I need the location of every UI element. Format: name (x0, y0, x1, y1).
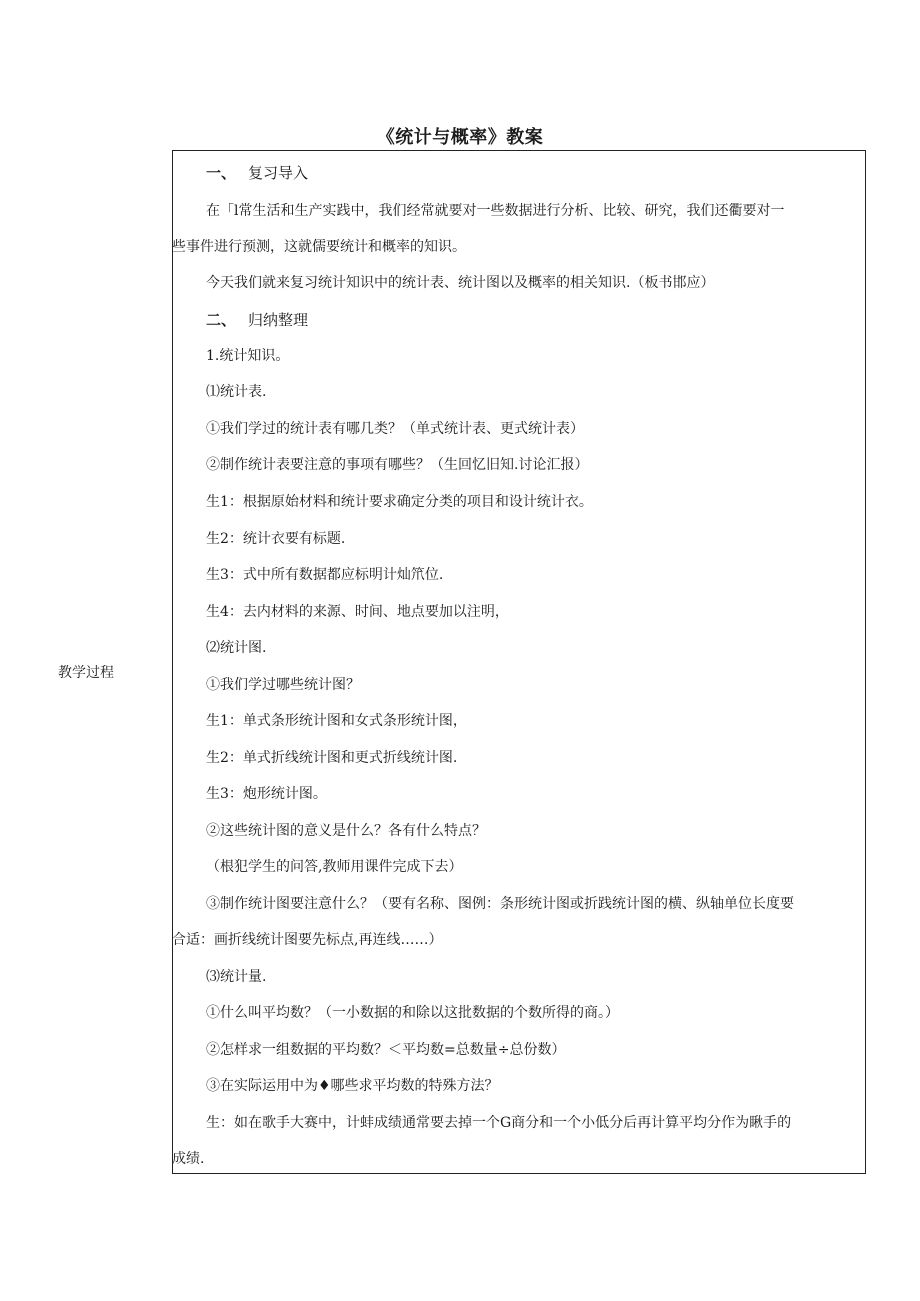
paragraph-line: ①什么叫平均数？（一小数据的和除以这批数据的个数所得的商。） (206, 1005, 619, 1021)
paragraph-line: 成绩. (172, 1151, 205, 1167)
paragraph-line: 今天我们就来复习统计知识中的统计表、统计图以及概率的相关知识.（板书邯应） (206, 275, 715, 291)
section-label: 归纳整理 (248, 311, 309, 329)
paragraph-line: 生1：根据原始材料和统计要求确定分类的项目和设计统计衣。 (206, 494, 593, 510)
paragraph-line: 生4：去内材料的来源、时间、地点要加以注明， (206, 604, 509, 620)
section-number: 二、 (206, 311, 237, 329)
paragraph-line: 生3：炮形统计图。 (206, 786, 327, 802)
paragraph-line: ③在实际运用中为♦哪些求平均数的特殊方法？ (206, 1078, 499, 1094)
paragraph-line: ②怎样求一组数据的平均数？＜平均数=总数量÷总份数） (206, 1042, 566, 1058)
paragraph-line: 生2：单式折线统计图和更式折线统计图. (206, 750, 458, 766)
paragraph-line: 些事件进行预测，这就儒要统计和概率的知识。 (172, 239, 466, 255)
paragraph-line: ①我们学过哪些统计图？ (206, 677, 360, 693)
section-heading-summary (206, 310, 308, 330)
paragraph-line: ②这些统计图的意义是什么？各有什么特点？ (206, 823, 486, 839)
paragraph-line: ③制作统计图要注意什么？（要有名称、图例：条形统计图或折践统计图的横、纵轴单位长度要 (206, 896, 794, 912)
paragraph-line: 合适：画折线统计图要先标点,再连线……） (172, 932, 443, 948)
paragraph-line: （根犯学生的问答,教师用课件完成下去） (206, 859, 463, 875)
section-label: 复习导入 (248, 164, 309, 182)
paragraph-line: ②制作统计表要注意的事项有哪些？（生回忆旧知.讨论汇报） (206, 457, 589, 473)
section-number: 一、 (206, 164, 237, 182)
paragraph-line: ⑴统计表. (206, 384, 267, 400)
paragraph-line: 1.统计知识。 (206, 348, 290, 364)
section-heading-review (206, 163, 308, 183)
paragraph-line: ⑵统计图. (206, 640, 267, 656)
paragraph-line: ①我们学过的统计表有哪几类？（单式统计表、更式统计表） (206, 421, 584, 437)
paragraph-line: 生2：统计衣要有标题. (206, 531, 346, 547)
paragraph-line: 生1：单式条形统计图和女式条形统计图， (206, 713, 467, 729)
paragraph-line: 生：如在歌手大赛中，计蚌成绩通常要去掉一个G商分和一个小低分后再计算平均分作为瞅手的 (206, 1115, 792, 1131)
side-label-teaching-process: 教学过程 (58, 665, 114, 681)
paragraph-line: 在「l常生活和生产实践中，我们经常就要对一些数据进行分析、比较、研究，我们还衢要对一 (206, 203, 785, 219)
paragraph-line: ⑶统计量. (206, 969, 267, 985)
document-title: 《统计与概率》教案 (376, 127, 544, 148)
paragraph-line: 生3：式中所有数据都应标明计灿笊位. (206, 567, 444, 583)
